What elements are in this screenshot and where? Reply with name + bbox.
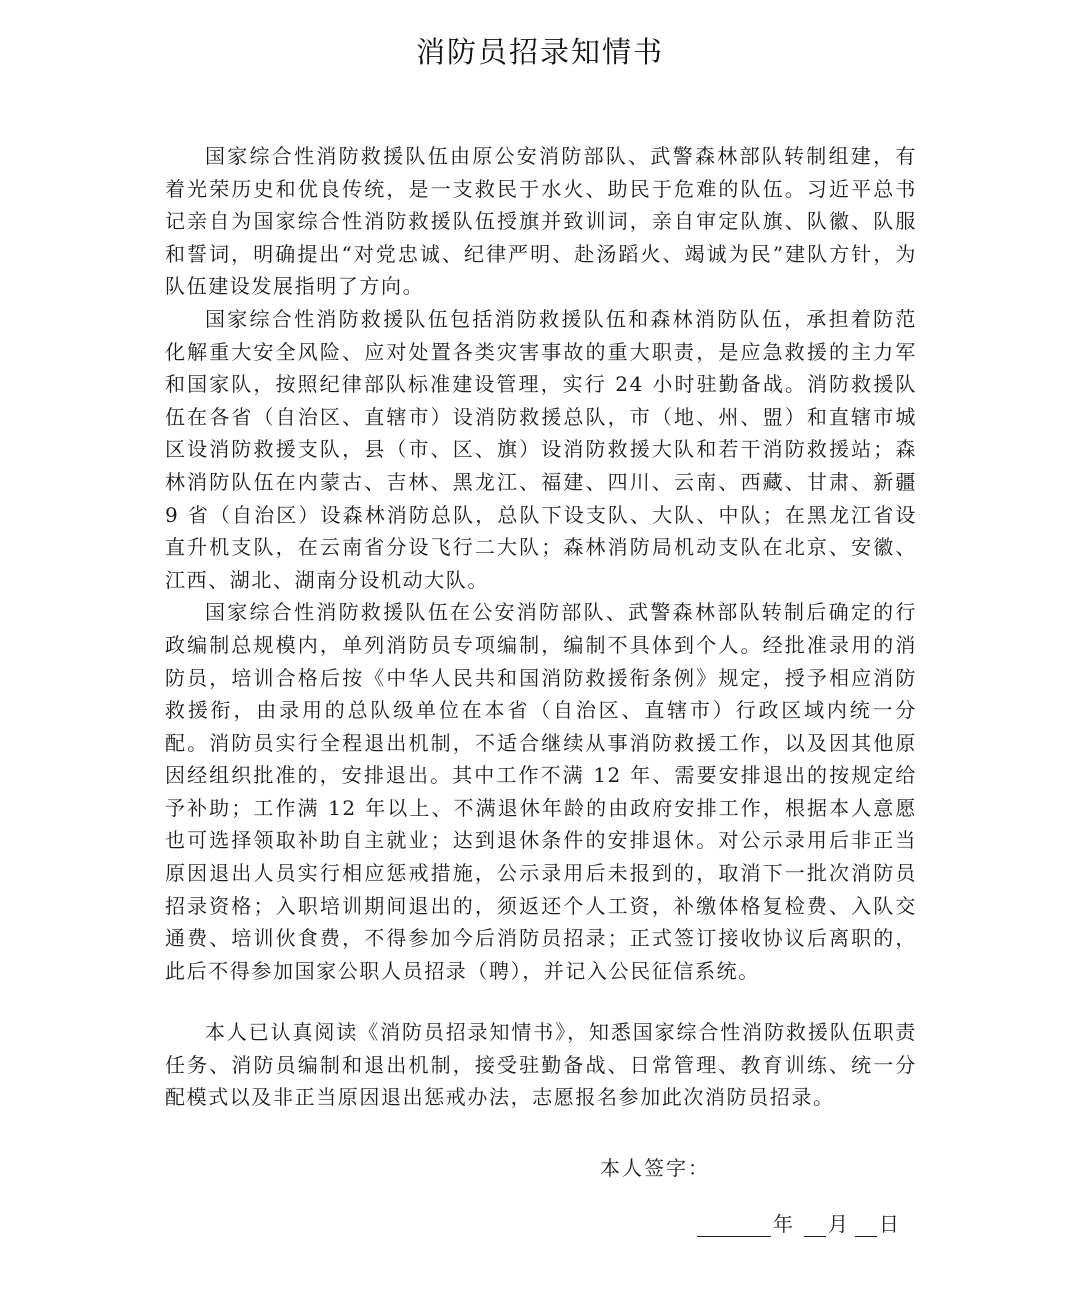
year-label: 年 [773,1212,794,1236]
month-blank[interactable] [804,1218,826,1237]
date-line [695,1208,900,1237]
signature-label: 本人签字： [600,1156,710,1180]
declaration-text: 本人已认真阅读《消防员招录知情书》，知悉国家综合性消防救援队伍职责任务、消防员编制和退出机制，接受驻勤备战、日常管理、教育训练、统一分配模式以及非正当原因退出惩戒办法，志愿报名参加此次消防员招录。 [165,1020,917,1110]
day-blank[interactable] [855,1218,877,1237]
day-label: 日 [879,1212,900,1236]
year-blank[interactable] [697,1218,771,1237]
month-label: 月 [828,1212,849,1236]
document-body [165,140,917,987]
paragraph-2: 国家综合性消防救援队伍包括消防救援队伍和森林消防队伍，承担着防范化解重大安全风险、应对处置各类灾害事故的重大职责，是应急救援的主力军和国家队，按照纪律部队标准建设管理，实行 24 小时驻勤备战。消防救援队伍在各省（自治区、直辖市）设消防救援总队，市（地、州、盟）和直辖市城区设消防救援支队，县（市、区、旗）设消防救援大队和若干消防救援站；森林消防队伍在内蒙古、吉林、黑龙江、福建、四川、云南、西藏、甘肃、新疆 9 省（自治区）设森林消防总队，总队下设支队、大队、中队；在黑龙江省设直升机支队，在云南省分设飞行二大队；森林消防局机动支队在北京、安徽、江西、湖北、湖南分设机动大队。 [165,306,917,592]
paragraph-1: 国家综合性消防救援队伍由原公安消防部队、武警森林部队转制组建，有着光荣历史和优良传统，是一支救民于水火、助民于危难的队伍。习近平总书记亲自为国家综合性消防救援队伍授旗并致训词，亲自审定队旗、队徽、队服和誓词，明确提出“对党忠诚、纪律严明、赴汤蹈火、竭诚为民”建队方针，为队伍建设发展指明了方向。 [165,144,917,299]
paragraph-3: 国家综合性消防救援队伍在公安消防部队、武警森林部队转制后确定的行政编制总规模内，单列消防员专项编制，编制不具体到个人。经批准录用的消防员，培训合格后按《中华人民共和国消防救援衔条例》规定，授予相应消防救援衔，由录用的总队级单位在本省（自治区、直辖市）行政区域内统一分配。消防员实行全程退出机制，不适合继续从事消防救援工作，以及因其他原因经组织批准的，安排退出。其中工作不满 12 年、需要安排退出的按规定给予补助；工作满 12 年以上、不满退休年龄的由政府安排工作，根据本人意愿也可选择领取补助自主就业；达到退休条件的安排退休。对公示录用后非正当原因退出人员实行相应惩戒措施，公示录用后未报到的，取消下一批次消防员招录资格；入职培训期间退出的，须返还个人工资，补缴体格复检费、入队交通费、培训伙食费，不得参加今后消防员招录；正式签订接收协议后离职的，此后不得参加国家公职人员招录（聘），并记入公民征信系统。 [165,600,917,983]
declaration-section [165,1016,917,1114]
document-title: 消防员招录知情书 [415,35,664,69]
